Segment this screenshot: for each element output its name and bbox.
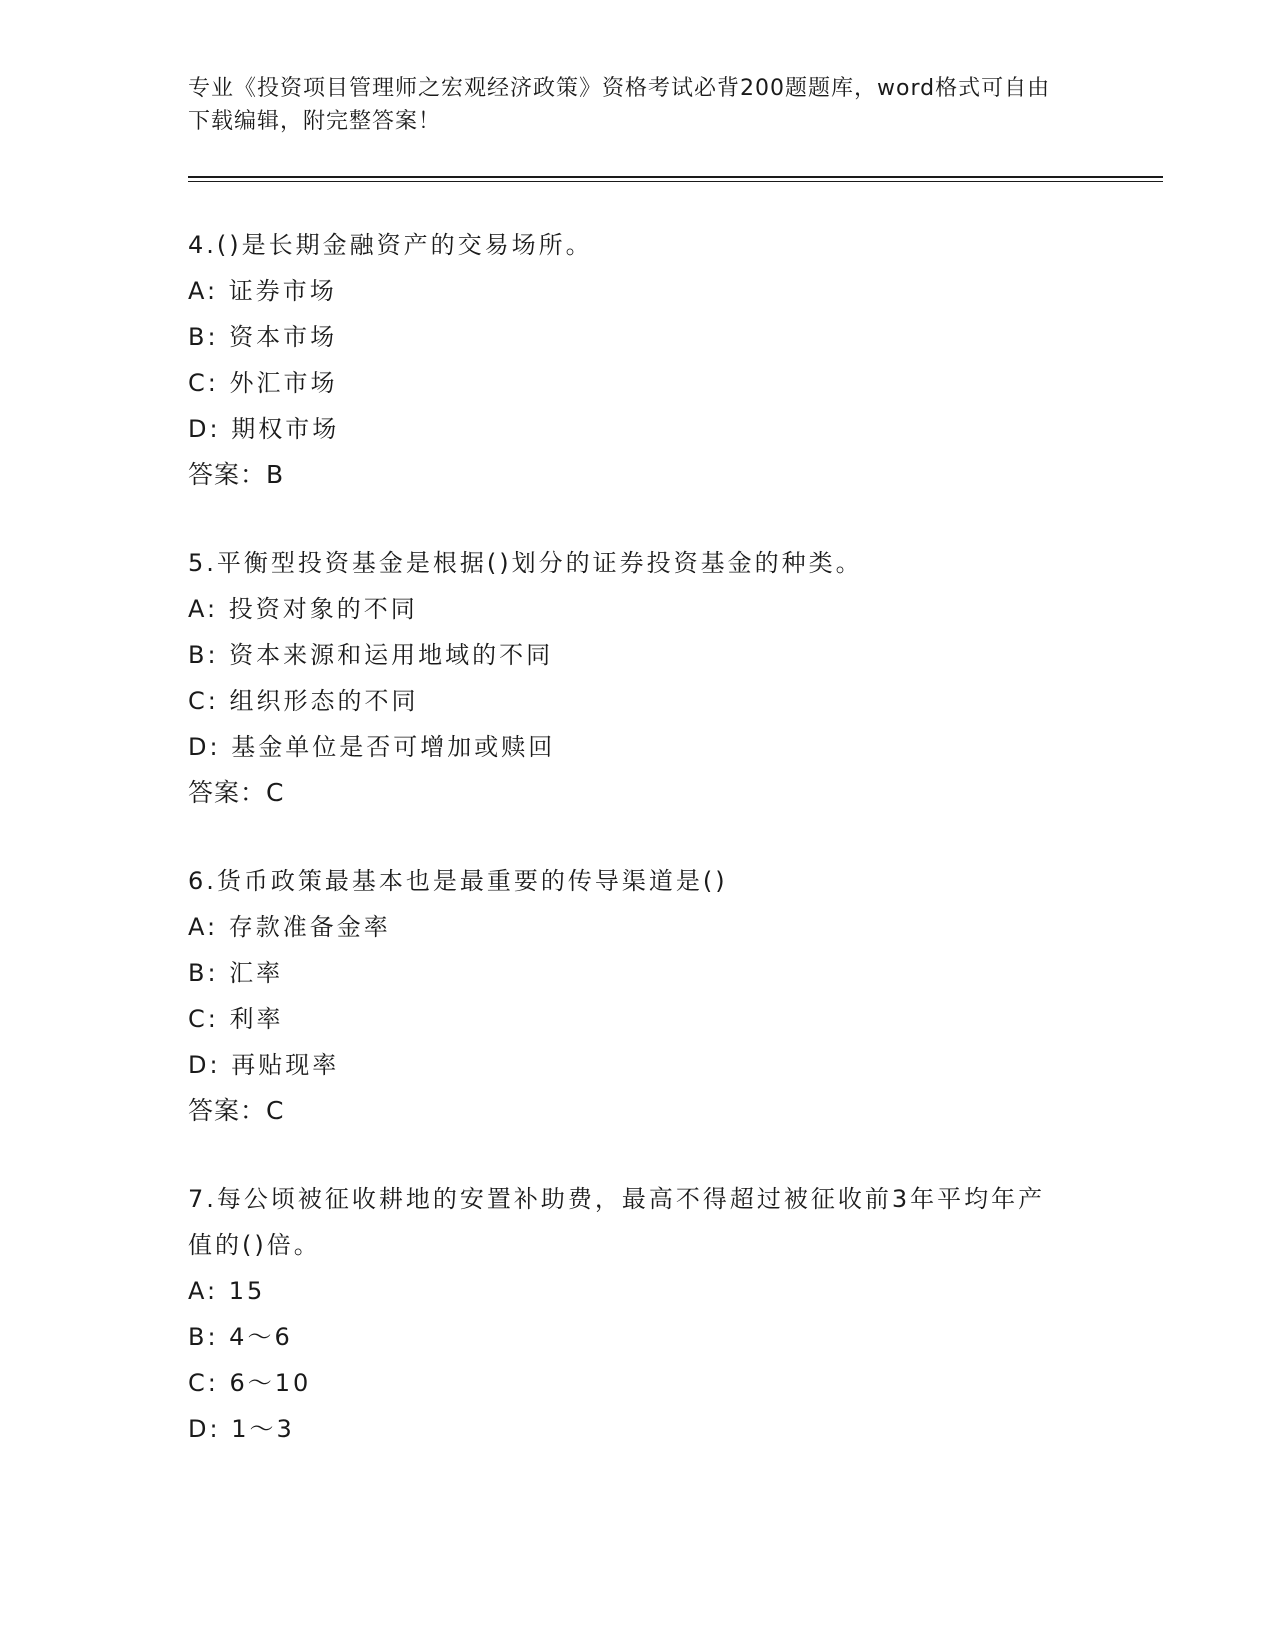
question-6: [188, 858, 1068, 1134]
option-b: B: 资本来源和运用地域的不同: [188, 641, 554, 669]
option-c: C: 6～10: [188, 1369, 312, 1397]
header-divider: [188, 176, 1163, 182]
document-header: 专业《投资项目管理师之宏观经济政策》资格考试必背200题题库，word格式可自由下载编辑，附完整答案！: [188, 76, 1051, 134]
question-stem: 4.()是长期金融资产的交易场所。: [188, 231, 593, 259]
question-4: [188, 222, 1068, 498]
option-c: C: 利率: [188, 1005, 284, 1033]
question-stem: 6.货币政策最基本也是最重要的传导渠道是(): [188, 867, 728, 895]
option-c: C: 外汇市场: [188, 369, 338, 397]
option-b: B: 汇率: [188, 959, 284, 987]
answer-line: 答案：B: [188, 460, 285, 489]
question-stem: 7.每公顷被征收耕地的安置补助费，最高不得超过被征收前3年平均年产值的()倍。: [188, 1185, 1046, 1259]
option-b: B: 4～6: [188, 1323, 293, 1351]
question-7: [188, 1176, 1068, 1452]
option-d: D: 1～3: [188, 1415, 295, 1443]
question-5: [188, 540, 1068, 816]
option-d: D: 基金单位是否可增加或赎回: [188, 733, 556, 761]
answer-line: 答案：C: [188, 1096, 285, 1125]
option-c: C: 组织形态的不同: [188, 687, 419, 715]
question-stem: 5.平衡型投资基金是根据()划分的证券投资基金的种类。: [188, 549, 863, 577]
option-d: D: 再贴现率: [188, 1051, 340, 1079]
answer-line: 答案：C: [188, 778, 285, 807]
option-a: A: 证券市场: [188, 277, 337, 305]
option-a: A: 投资对象的不同: [188, 595, 418, 623]
option-b: B: 资本市场: [188, 323, 338, 351]
option-d: D: 期权市场: [188, 415, 340, 443]
option-a: A: 存款准备金率: [188, 913, 391, 941]
option-a: A: 15: [188, 1277, 266, 1305]
